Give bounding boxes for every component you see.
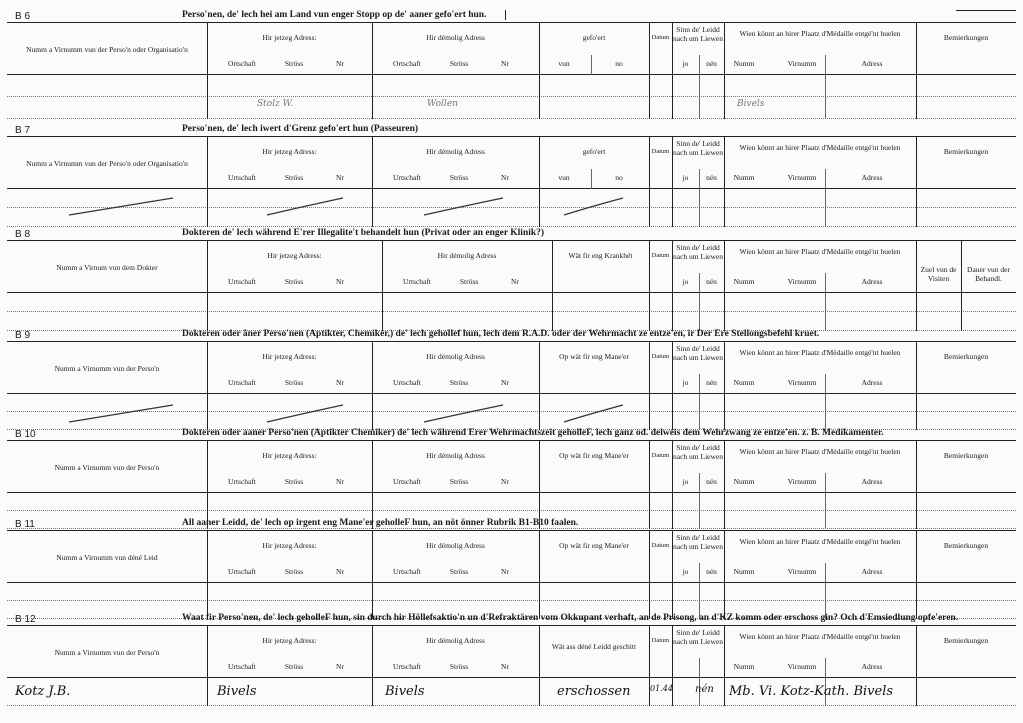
- header-virnumm: Virnumm: [787, 277, 817, 286]
- section-header: [7, 23, 1016, 75]
- header-strooss-old: Ströss: [449, 662, 469, 671]
- hand-medal: Mb. Vi. Kotz-Kath. Bivels: [729, 684, 894, 699]
- column-divider: [916, 678, 917, 706]
- column-divider: [649, 75, 650, 119]
- column-divider: [961, 293, 962, 331]
- header-nr: Nr: [336, 59, 344, 68]
- header-name-column: Numm a Virnumm vun déné Leid: [56, 553, 158, 562]
- header-strooss-old: Ströss: [449, 477, 469, 486]
- header-ortschaft-old: Urtschaft: [393, 173, 421, 182]
- header-alive: Sinn de' Leidd nach um Liewen: [673, 243, 723, 261]
- column-divider: [372, 23, 373, 74]
- header-datum: Datum: [651, 353, 670, 360]
- header-ortschaft: Urtschaft: [228, 378, 256, 387]
- hand-datum: 01.44: [650, 684, 673, 693]
- column-divider: [724, 678, 725, 706]
- column-divider: [649, 441, 650, 492]
- header-numm: Numm: [733, 662, 755, 671]
- header-strooss: Ströss: [284, 662, 304, 671]
- header-from: vun: [558, 59, 570, 68]
- header-yes: jo: [682, 277, 689, 286]
- header-datum: Datum: [651, 148, 670, 155]
- header-medal: Wien könnt an hirer Plaatz d'Médaille entgé'nt huelen: [739, 447, 901, 456]
- column-divider: [372, 189, 373, 227]
- header-strooss: Ströss: [284, 277, 304, 286]
- header-strooss-old: Ströss: [449, 59, 469, 68]
- column-divider: [825, 374, 826, 394]
- header-datum: Datum: [651, 637, 670, 644]
- column-divider: [825, 169, 826, 189]
- column-divider: [372, 626, 373, 677]
- header-current-address: Hir jetzeg Adress:: [267, 251, 322, 260]
- scribble-a: Stolz W.: [257, 99, 294, 109]
- header-medal: Wien könnt an hirer Plaatz d'Médaille entgé'nt huelen: [739, 632, 901, 641]
- header-no: nén: [706, 173, 717, 182]
- header-alive: Sinn de' Leidd nach um Liewen: [673, 344, 723, 362]
- column-divider: [207, 189, 208, 227]
- header-datum: Datum: [651, 34, 670, 41]
- header-nr: Nr: [336, 378, 344, 387]
- header-alive: Sinn de' Leidd nach um Liewen: [673, 533, 723, 551]
- column-divider: [649, 293, 650, 331]
- column-divider: [825, 189, 826, 227]
- section-title: Dokteren oder åner Perso'nen (Aptikter, Chemiker,) de' lech gehollef hun, lech dem R.A.D. oder der Wehrmacht ze entze'en, ir Der Ere Stellongsbefehl kruet.: [182, 329, 820, 339]
- section-title: Waat fir Perso'nen, de' lech geholleF hun, sin durch hir Höllefsaktio'n un d'Refraktären vom Okkupant verhaft, an de Prisong, an d'KZ komm oder erschoss gin? Och d'Emsiedlung opfe'eren.: [182, 613, 959, 623]
- header-special-column: gefo'ert: [582, 147, 606, 156]
- header-from: vun: [558, 173, 570, 182]
- header-nr: Nr: [336, 173, 344, 182]
- header-ortschaft-old: Urtschaft: [393, 378, 421, 387]
- column-divider: [649, 189, 650, 227]
- column-divider: [649, 531, 650, 582]
- header-current-address: Hir jetzeg Adress:: [262, 147, 317, 156]
- column-divider: [207, 342, 208, 393]
- header-medal: Wien könnt an hirer Plaatz d'Médaille entgé'nt huelen: [739, 247, 901, 256]
- header-special-column: gefo'ert: [582, 33, 606, 42]
- scribble-c: Bivels: [737, 99, 765, 109]
- pen-stroke: [265, 195, 347, 217]
- header-ortschaft: Urtschaft: [228, 477, 256, 486]
- header-name-column: Numm a Virnumm vun der Perso'n oder Organisatio'n: [26, 159, 188, 168]
- section-header: [7, 441, 1016, 493]
- header-no: nén: [706, 277, 717, 286]
- header-current-address: Hir jetzeg Adress:: [262, 451, 317, 460]
- column-divider: [649, 342, 650, 393]
- header-name-column: Numm a Virnumm vun der Perso'n: [54, 648, 160, 657]
- header-adress: Adress: [861, 277, 883, 286]
- scribble-b: Wollen: [427, 99, 458, 109]
- column-divider: [825, 55, 826, 75]
- header-ortschaft-old: Urtschaft: [403, 277, 431, 286]
- section-b11: [7, 518, 1016, 613]
- header-virnumm: Virnumm: [787, 567, 817, 576]
- table-row[interactable]: [7, 293, 1016, 312]
- column-divider: [649, 137, 650, 188]
- column-divider: [372, 137, 373, 188]
- table-row[interactable]: [7, 75, 1016, 97]
- header-nr: Nr: [336, 567, 344, 576]
- column-divider: [699, 658, 700, 678]
- header-strooss-old: Ströss: [449, 173, 469, 182]
- table-row[interactable]: [7, 583, 1016, 601]
- column-divider: [539, 394, 540, 430]
- column-divider: [539, 626, 540, 677]
- header-ortschaft: Ortschaft: [228, 59, 256, 68]
- header-ortschaft: Urtschaft: [228, 662, 256, 671]
- header-nr: Nr: [336, 477, 344, 486]
- header-remarks: Bemierkungen: [943, 541, 989, 550]
- column-divider: [672, 189, 673, 227]
- column-divider: [552, 293, 553, 331]
- section-code: B 6: [15, 11, 31, 22]
- column-divider: [825, 394, 826, 430]
- header-virnumm: Virnumm: [787, 477, 817, 486]
- header-no: nén: [706, 378, 717, 387]
- header-adress: Adress: [861, 173, 883, 182]
- header-virnumm: Virnumm: [787, 59, 817, 68]
- header-name-column: Numm a Virnum vun dem Dokter: [56, 263, 158, 272]
- column-divider: [539, 342, 540, 393]
- hand-name: Kotz J.B.: [15, 684, 71, 699]
- pen-stroke: [562, 402, 627, 424]
- table-row[interactable]: [7, 493, 1016, 511]
- header-special-column: Op wät fir eng Mane'er: [559, 541, 629, 550]
- pen-stroke: [422, 195, 507, 217]
- header-name-column: Numm a Virnumm vun der Perso'n: [54, 463, 160, 472]
- header-former-address: Hir démolig Adress: [426, 33, 485, 42]
- header-strooss-old: Ströss: [449, 378, 469, 387]
- header-special-column: Wät fir eng Krankhét: [568, 251, 633, 260]
- column-divider: [207, 23, 208, 74]
- column-divider: [539, 678, 540, 706]
- section-header: [7, 626, 1016, 678]
- header-yes: jo: [682, 59, 689, 68]
- section-header: [7, 137, 1016, 189]
- column-divider: [916, 531, 917, 582]
- section-b12: [7, 613, 1016, 723]
- column-divider: [649, 394, 650, 430]
- header-strooss: Ströss: [284, 477, 304, 486]
- header-strooss: Ströss: [284, 567, 304, 576]
- column-divider: [649, 241, 650, 292]
- header-medal: Wien könnt an hirer Plaatz d'Médaille entgé'nt huelen: [739, 348, 901, 357]
- column-divider: [672, 293, 673, 331]
- header-ortschaft-old: Ortschaft: [393, 59, 421, 68]
- column-divider: [539, 189, 540, 227]
- column-divider: [916, 137, 917, 188]
- column-divider: [372, 441, 373, 492]
- header-datum: Datum: [651, 452, 670, 459]
- column-divider: [539, 531, 540, 582]
- header-duration: Dauer vun der Behandl.: [967, 265, 1010, 283]
- header-yes: jo: [682, 378, 689, 387]
- header-special-column: Op wät fir eng Mane'er: [559, 451, 629, 460]
- header-ortschaft: Urtschaft: [228, 173, 256, 182]
- column-divider: [699, 75, 700, 119]
- header-visits: Zuel vun de Visiten: [920, 265, 957, 283]
- column-divider: [916, 293, 917, 331]
- column-divider: [825, 658, 826, 678]
- section-b6: [7, 10, 1016, 124]
- header-former-address: Hir démolig Adress: [426, 352, 485, 361]
- header-adress: Adress: [861, 378, 883, 387]
- section-header: [7, 342, 1016, 394]
- column-divider: [916, 75, 917, 119]
- pen-stroke: [67, 195, 177, 217]
- hand-addr-now: Bivels: [217, 684, 257, 699]
- column-divider: [372, 678, 373, 706]
- header-nr: Nr: [336, 277, 344, 286]
- header-yes: jo: [682, 567, 689, 576]
- header-yes: jo: [682, 173, 689, 182]
- column-divider: [539, 23, 540, 74]
- header-former-address: Hir démolig Adress: [426, 451, 485, 460]
- hand-nen: nén: [695, 684, 714, 695]
- header-remarks: Bemierkungen: [943, 352, 989, 361]
- column-divider: [699, 293, 700, 331]
- header-alive: Sinn de' Leidd nach um Liewen: [673, 628, 723, 646]
- header-remarks: Bemierkungen: [943, 33, 989, 42]
- column-divider: [825, 563, 826, 583]
- column-divider: [372, 531, 373, 582]
- header-alive: Sinn de' Leidd nach um Liewen: [673, 139, 723, 157]
- column-divider: [207, 394, 208, 430]
- column-divider: [699, 189, 700, 227]
- hand-addr-old: Bivels: [385, 684, 425, 699]
- column-divider: [825, 473, 826, 493]
- form-page: [7, 10, 1016, 723]
- header-current-address: Hir jetzeg Adress:: [262, 541, 317, 550]
- column-divider: [372, 394, 373, 430]
- section-code: B 9: [15, 330, 31, 341]
- header-adress: Adress: [861, 662, 883, 671]
- header-name-column: Numm a Virnumm vun der Perso'n oder Organisatio'n: [26, 45, 188, 54]
- header-medal: Wien könnt an hirer Plaatz d'Médaille entgé'nt huelen: [739, 537, 901, 546]
- header-virnumm: Virnumm: [787, 662, 817, 671]
- pen-stroke: [422, 402, 507, 424]
- column-divider: [649, 626, 650, 677]
- header-strooss-old: Ströss: [459, 277, 479, 286]
- column-divider: [207, 626, 208, 677]
- column-divider: [207, 75, 208, 119]
- section-code: B 7: [15, 125, 31, 136]
- header-to: no: [615, 59, 623, 68]
- section-title: Perso'nen, de' lech iwert d'Grenz gefo'ert hun (Passeuren): [182, 124, 419, 134]
- header-remarks: Bemierkungen: [943, 451, 989, 460]
- column-divider: [672, 75, 673, 119]
- column-divider: [825, 75, 826, 119]
- header-no: nén: [706, 59, 717, 68]
- column-divider: [382, 293, 383, 331]
- header-datum: Datum: [651, 252, 670, 259]
- column-divider: [916, 342, 917, 393]
- column-divider: [916, 23, 917, 74]
- column-divider: [916, 189, 917, 227]
- header-nr: Nr: [336, 662, 344, 671]
- header-numm: Numm: [733, 477, 755, 486]
- header-virnumm: Virnumm: [787, 378, 817, 387]
- header-current-address: Hir jetzeg Adress:: [262, 352, 317, 361]
- header-remarks: Bemierkungen: [943, 147, 989, 156]
- header-to: no: [615, 173, 623, 182]
- section-title: Perso'nen, de' lech hei am Land vun enger Stopp op de' aaner gefo'ert hun.: [182, 10, 487, 20]
- section-code: B 8: [15, 229, 31, 240]
- pen-stroke: [562, 195, 627, 217]
- header-strooss: Ströss: [284, 173, 304, 182]
- column-divider: [672, 394, 673, 430]
- header-numm: Numm: [733, 173, 755, 182]
- section-b10: [7, 428, 1016, 518]
- header-medal: Wien könnt an hirer Plaatz d'Médaille entgé'nt huelen: [739, 143, 901, 152]
- header-former-address: Hir démolig Adress: [426, 541, 485, 550]
- column-divider: [207, 293, 208, 331]
- column-divider: [724, 293, 725, 331]
- column-divider: [724, 189, 725, 227]
- header-current-address: Hir jetzeg Adress:: [262, 33, 317, 42]
- column-divider: [916, 441, 917, 492]
- column-divider: [591, 55, 592, 75]
- header-alive: Sinn de' Leidd nach um Liewen: [673, 443, 723, 461]
- header-ortschaft-old: Urtschaft: [393, 662, 421, 671]
- header-ortschaft-old: Urtschaft: [393, 567, 421, 576]
- hand-what: erschossen: [557, 684, 631, 699]
- column-divider: [207, 137, 208, 188]
- section-header: [7, 531, 1016, 583]
- header-numm: Numm: [733, 567, 755, 576]
- header-nr-old: Nr: [511, 277, 519, 286]
- column-divider: [207, 678, 208, 706]
- pen-stroke: [67, 402, 177, 424]
- section-header: [7, 241, 1016, 293]
- header-nr-old: Nr: [501, 378, 509, 387]
- section-title: All aaner Leidd, de' lech op irgent eng Mane'er geholleF hun, an nöt önner Rubrik B1-B10 faalen.: [182, 518, 579, 528]
- header-adress: Adress: [861, 567, 883, 576]
- column-divider: [825, 293, 826, 331]
- section-title: Dokteren oder aaner Perso'nen (Aptikter Chemiker) de' lech während Erer Wehrmachtszeit geholleF, lech ganz od. delweis dem Wehrzwang ze entze'en. z. B. Medikamenter.: [182, 428, 884, 438]
- header-former-address: Hir démolig Adress: [426, 147, 485, 156]
- section-b8: [7, 228, 1016, 329]
- column-divider: [724, 75, 725, 119]
- column-divider: [207, 441, 208, 492]
- column-divider: [207, 531, 208, 582]
- header-nr-old: Nr: [501, 173, 509, 182]
- column-divider: [552, 241, 553, 292]
- section-b7: [7, 124, 1016, 228]
- header-nr-old: Nr: [501, 59, 509, 68]
- header-former-address: Hir démolig Adress: [426, 636, 485, 645]
- section-b9: [7, 329, 1016, 428]
- header-datum: Datum: [651, 542, 670, 549]
- column-divider: [372, 342, 373, 393]
- pen-stroke: [265, 402, 347, 424]
- header-ortschaft: Urtschaft: [228, 567, 256, 576]
- column-divider: [382, 241, 383, 292]
- header-no: nén: [706, 567, 717, 576]
- header-strooss: Ströss: [284, 378, 304, 387]
- header-strooss: Ströss: [284, 59, 304, 68]
- column-divider: [916, 626, 917, 677]
- header-ortschaft-old: Urtschaft: [393, 477, 421, 486]
- header-nr-old: Nr: [501, 662, 509, 671]
- column-divider: [539, 75, 540, 119]
- table-row[interactable]: [7, 97, 1016, 119]
- column-divider: [372, 75, 373, 119]
- column-divider: [649, 23, 650, 74]
- column-divider: [539, 441, 540, 492]
- header-no: nén: [706, 477, 717, 486]
- section-title: Dokteren de' lech während E'rer Illegalite't behandelt hun (Privat oder an enger Klinik?): [182, 228, 545, 238]
- column-divider: [724, 394, 725, 430]
- header-numm: Numm: [733, 277, 755, 286]
- column-divider: [699, 394, 700, 430]
- header-current-address: Hir jetzeg Adress:: [262, 636, 317, 645]
- section-code: B 10: [15, 429, 36, 440]
- column-divider: [916, 394, 917, 430]
- column-divider: [591, 169, 592, 189]
- section-code: B 11: [15, 519, 35, 530]
- header-remarks: Bemierkungen: [943, 636, 989, 645]
- header-name-column: Numm a Virnumm vun der Perso'n: [54, 364, 160, 373]
- header-numm: Numm: [733, 59, 755, 68]
- header-special-column: Wät ass déné Leidd geschitt: [551, 642, 637, 651]
- column-divider: [539, 137, 540, 188]
- header-adress: Adress: [861, 59, 883, 68]
- header-strooss-old: Ströss: [449, 567, 469, 576]
- header-numm: Numm: [733, 378, 755, 387]
- header-virnumm: Virnumm: [787, 173, 817, 182]
- header-nr-old: Nr: [501, 567, 509, 576]
- header-medal: Wien könnt an hirer Plaatz d'Médaille entgé'nt huelen: [739, 29, 901, 38]
- header-nr-old: Nr: [501, 477, 509, 486]
- header-ortschaft: Urtschaft: [228, 277, 256, 286]
- header-alive: Sinn de' Leidd nach um Liewen: [673, 25, 723, 43]
- header-former-address: Hir démolig Adress: [437, 251, 497, 260]
- header-adress: Adress: [861, 477, 883, 486]
- header-special-column: Op wät fir eng Mane'er: [559, 352, 629, 361]
- column-divider: [825, 273, 826, 293]
- section-code: B 12: [15, 614, 36, 625]
- header-yes: jo: [682, 477, 689, 486]
- column-divider: [207, 241, 208, 292]
